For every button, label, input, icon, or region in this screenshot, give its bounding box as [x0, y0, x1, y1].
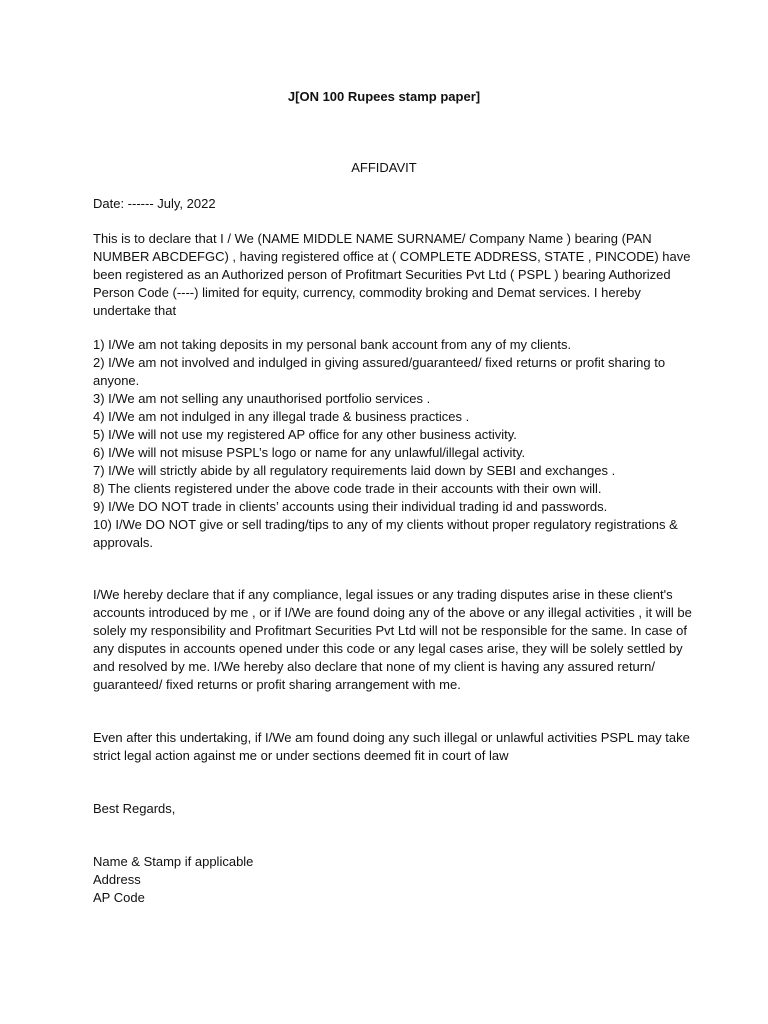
undertaking-item: 8) The clients registered under the above code trade in their accounts with their own will. — [93, 481, 602, 496]
document-title: AFFIDAVIT — [351, 160, 417, 175]
intro-paragraph: This is to declare that I / We (NAME MIDDLE NAME SURNAME/ Company Name ) bearing (PAN NUMBER ABCDEFGC) , having registered office at ( COMPLETE ADDRESS, STATE , PINCODE) have been registered as an Authorized person of Profitmart Securities Pvt Ltd ( PSPL ) bearing Authorized Person Code (----) limited for equity, currency, commodity broking and Demat services. I hereby undertake that — [93, 231, 691, 318]
declaration-paragraph: I/We hereby declare that if any compliance, legal issues or any trading disputes arise in these client's accounts introduced by me , or if I/We are found doing any of the above or any illegal activities , it will be solely my responsibility and Profitmart Securities Pvt Ltd will not be responsible for the same. In case of any disputes in accounts opened under this code or any legal cases arise, they will be solely settled by and resolved by me. I/We hereby also declare that none of my client is having any assured return/ guaranteed/ fixed returns or profit sharing arrangement with me. — [93, 587, 692, 692]
closing-regards: Best Regards, — [93, 801, 176, 816]
date-line: Date: ------ July, 2022 — [93, 196, 216, 211]
legal-action-paragraph: Even after this undertaking, if I/We am found doing any such illegal or unlawful activities PSPL may take strict legal action against me or under sections deemed fit in court of law — [93, 730, 690, 763]
undertaking-item: 4) I/We am not indulged in any illegal trade & business practices . — [93, 409, 470, 424]
stamp-paper-note: J[ON 100 Rupees stamp paper] — [287, 89, 481, 104]
signature-block — [93, 853, 693, 907]
undertaking-item: 6) I/We will not misuse PSPL’s logo or name for any unlawful/illegal activity. — [93, 445, 526, 460]
undertaking-item: 5) I/We will not use my registered AP office for any other business activity. — [93, 427, 517, 442]
undertaking-item: 1) I/We am not taking deposits in my personal bank account from any of my clients. — [93, 337, 572, 352]
undertaking-item: 3) I/We am not selling any unauthorised portfolio services . — [93, 391, 431, 406]
undertakings-list — [93, 336, 693, 552]
undertaking-item: 10) I/We DO NOT give or sell trading/tips to any of my clients without proper regulatory registrations & approvals. — [93, 517, 678, 550]
undertaking-item: 9) I/We DO NOT trade in clients’ accounts using their individual trading id and passwords. — [93, 499, 608, 514]
ap-code-line: AP Code — [93, 890, 145, 905]
undertaking-item: 2) I/We am not involved and indulged in giving assured/guaranteed/ fixed returns or profit sharing to anyone. — [93, 355, 666, 388]
name-stamp-line: Name & Stamp if applicable — [93, 854, 254, 869]
address-line: Address — [93, 872, 141, 887]
undertaking-item: 7) I/We will strictly abide by all regulatory requirements laid down by SEBI and exchanges . — [93, 463, 616, 478]
